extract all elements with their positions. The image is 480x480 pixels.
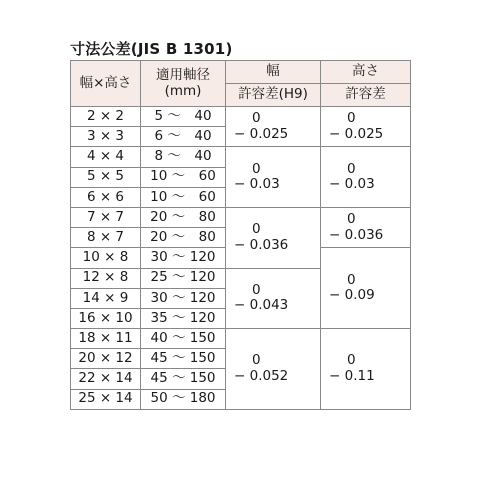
size-cell: 7 × 7 (71, 207, 141, 227)
header-shaft-unit: (mm) (164, 82, 202, 99)
shaft-cell: 10 〜 60 (141, 187, 226, 207)
shaft-cell: 45 〜 150 (141, 369, 226, 389)
table-title: 寸法公差(JIS B 1301) (70, 40, 233, 58)
size-cell: 18 × 11 (71, 329, 141, 349)
size-cell: 6 × 6 (71, 187, 141, 207)
tolerance-upper: 0 (252, 110, 261, 127)
tolerance-lower: − 0.03 (329, 176, 375, 193)
shaft-cell: 20 〜 80 (141, 207, 226, 227)
tolerance-upper: 0 (347, 352, 356, 369)
shaft-cell: 20 〜 80 (141, 228, 226, 248)
tolerance-upper: 0 (347, 211, 356, 228)
tolerance-upper: 0 (252, 281, 261, 298)
shaft-cell: 6 〜 40 (141, 127, 226, 147)
size-cell: 5 × 5 (71, 167, 141, 187)
tolerance-lower: − 0.052 (234, 367, 289, 384)
table-row (71, 147, 411, 167)
height-tolerance-cell (321, 207, 411, 247)
shaft-cell: 30 〜 120 (141, 248, 226, 268)
size-cell: 22 × 14 (71, 369, 141, 389)
height-tolerance-cell (321, 107, 411, 147)
tolerance-upper: 0 (252, 352, 261, 369)
tolerance-lower: − 0.11 (329, 367, 375, 384)
header-height-tolerance: 許容差 (321, 84, 411, 107)
shaft-cell: 35 〜 120 (141, 308, 226, 328)
width-tolerance-cell (226, 147, 321, 208)
tolerance-lower: − 0.025 (329, 125, 384, 142)
tolerance-lower: − 0.036 (329, 226, 384, 243)
shaft-cell: 10 〜 60 (141, 167, 226, 187)
tolerance-upper: 0 (252, 160, 261, 177)
tolerance-lower: − 0.09 (329, 287, 375, 304)
table-row (71, 329, 411, 349)
shaft-cell: 50 〜 180 (141, 389, 226, 409)
shaft-cell: 5 〜 40 (141, 107, 226, 127)
tolerance-upper: 0 (347, 271, 356, 288)
tolerance-lower: − 0.025 (234, 125, 289, 142)
tolerance-upper: 0 (347, 110, 356, 127)
header-width: 幅 (226, 61, 321, 84)
header-shaft (141, 61, 226, 107)
tolerance-lower: − 0.03 (234, 176, 280, 193)
tolerance-table (70, 60, 411, 410)
width-tolerance-cell (226, 107, 321, 147)
size-cell: 3 × 3 (71, 127, 141, 147)
size-cell: 2 × 2 (71, 107, 141, 127)
header-width-tolerance: 許容差(H9) (226, 84, 321, 107)
size-cell: 10 × 8 (71, 248, 141, 268)
tolerance-lower: − 0.043 (234, 297, 289, 314)
size-cell: 14 × 9 (71, 288, 141, 308)
tolerance-upper: 0 (347, 160, 356, 177)
size-cell: 20 × 12 (71, 349, 141, 369)
height-tolerance-cell (321, 248, 411, 329)
size-cell: 25 × 14 (71, 389, 141, 409)
height-tolerance-cell (321, 147, 411, 208)
shaft-cell: 25 〜 120 (141, 268, 226, 288)
shaft-cell: 8 〜 40 (141, 147, 226, 167)
tolerance-lower: − 0.036 (234, 236, 289, 253)
table-row (71, 107, 411, 127)
header-shaft-label: 適用軸径 (156, 66, 210, 83)
size-cell: 4 × 4 (71, 147, 141, 167)
height-tolerance-cell (321, 329, 411, 410)
size-cell: 12 × 8 (71, 268, 141, 288)
size-cell: 16 × 10 (71, 308, 141, 328)
shaft-cell: 45 〜 150 (141, 349, 226, 369)
shaft-cell: 30 〜 120 (141, 288, 226, 308)
table-row (71, 207, 411, 227)
shaft-cell: 40 〜 150 (141, 329, 226, 349)
width-tolerance-cell (226, 329, 321, 410)
tolerance-upper: 0 (252, 221, 261, 238)
header-size: 幅×高さ (71, 61, 141, 107)
width-tolerance-cell (226, 268, 321, 329)
size-cell: 8 × 7 (71, 228, 141, 248)
width-tolerance-cell (226, 207, 321, 268)
header-height: 高さ (321, 61, 411, 84)
